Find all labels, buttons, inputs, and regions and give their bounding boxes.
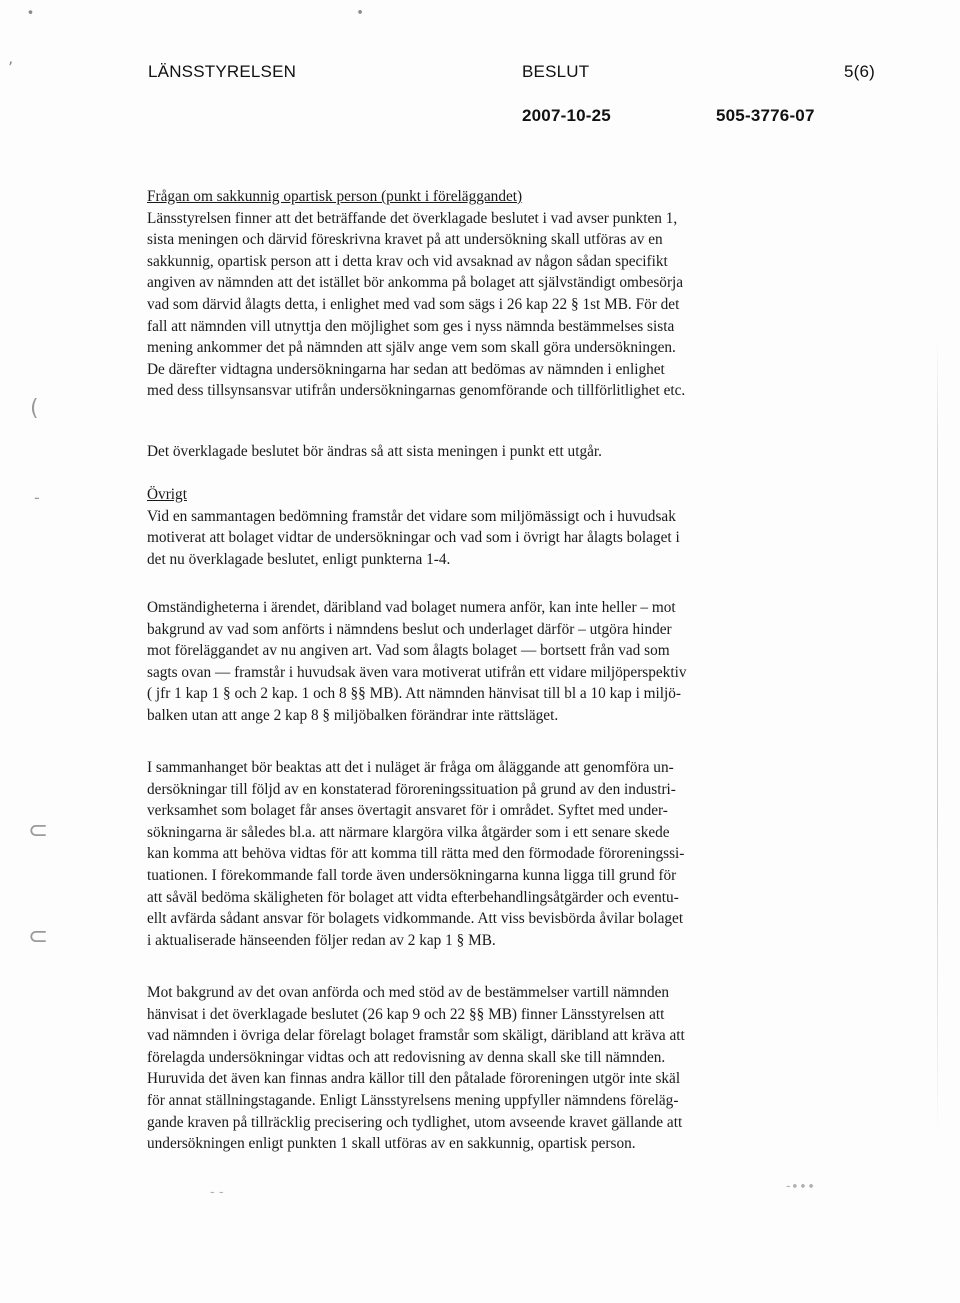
paragraph-line: gande kraven på tillräcklig precisering och tydlighet, utom avseende kravet gällande att xyxy=(147,1113,683,1131)
paragraph-line: sista meningen och därvid föreskrivna kravet på att undersökning skall utföras av en xyxy=(147,231,663,249)
section-other xyxy=(147,484,819,570)
punch-hole-mark: ⊂ xyxy=(28,922,49,950)
paragraph-line: i aktualiserade hänseenden följer redan av 2 kap 1 § MB. xyxy=(147,931,496,949)
paragraph-line: bakgrund av vad som anförts i nämndens beslut och underlaget därför – utgöra hinder xyxy=(147,620,672,638)
paragraph-line: mening ankommer det på nämnden att själv ange vem som skall göra undersökningen. xyxy=(147,339,676,357)
paragraph-line: Vid en sammantagen bedömning framstår det vidare som miljömässigt och i huvudsak xyxy=(147,507,676,525)
document-date: 2007-10-25 xyxy=(522,106,611,125)
section-heading: Frågan om sakkunnig opartisk person (punkt i föreläggandet) xyxy=(147,188,523,205)
paragraph-line: balken utan att ange 2 kap 8 § miljöbalken förändrar inte rättsläget. xyxy=(147,706,559,724)
reference-number: 505-3776-07 xyxy=(716,106,815,125)
paragraph-line: De därefter vidtagna undersökningarna har sedan att bedömas av nämnden i enlighet xyxy=(147,360,665,378)
section-heading: Övrigt xyxy=(147,486,187,503)
scan-speck: ∙ xyxy=(22,4,39,21)
paragraph-line: sagts ovan — framstår i huvudsak även vara motiverat utifrån ett vidare miljöperspektiv xyxy=(147,663,687,681)
paragraph-line: förelagda undersökningar vidtas och att redovisning av denna skall ske till nämnden. xyxy=(147,1048,666,1066)
scan-speck: ‐∙∙∙ xyxy=(786,1179,816,1194)
scan-speck: ∙ xyxy=(356,5,365,20)
section-context xyxy=(147,757,819,951)
paragraph-line: sökningarna är således bl.a. att närmare klargöra vilka åtgärder som i ett senare skede xyxy=(147,823,670,841)
section-circumstances xyxy=(147,597,819,727)
paragraph-line: vad nämnden i övriga delar förelagt bolaget framstår som skäligt, däribland att kräva att xyxy=(147,1027,685,1045)
paragraph-line: för annat ställningstagande. Enligt Länsstyrelsens mening uppfyller nämndens föreläg- xyxy=(147,1091,679,1109)
paragraph-line: sakkunnig, opartisk person att i detta krav och vid avsaknad av någon sådan specifikt xyxy=(147,252,668,270)
paragraph-line: vad som därvid ålagts detta, i enlighet med vad som sägs i 26 kap 22 § 1st MB. För det xyxy=(147,295,680,313)
paragraph-line: hänvisat i det överklagade beslutet (26 kap 9 och 22 §§ MB) finner Länsstyrelsen att xyxy=(147,1005,665,1023)
section-expert-person xyxy=(147,186,819,402)
paragraph-line: med dess tillsynsansvar utifrån undersökningarnas genomförande och tillförlitlighet etc. xyxy=(147,382,686,400)
punch-hole-mark: ‐ xyxy=(34,488,40,507)
organization-name: LÄNSSTYRELSEN xyxy=(148,62,297,81)
paragraph-line: verksamhet som bolaget får anses övertagit ansvaret för i området. Syftet med under- xyxy=(147,802,668,820)
scan-edge-line xyxy=(937,330,938,1150)
paragraph-line: undersökningen enligt punkten 1 skall utföras av en sakkunnig, opartisk person. xyxy=(147,1135,636,1153)
paragraph-line: fall att nämnden vill utnyttja den möjlighet som ges i nyss nämnda bestämmelses sista xyxy=(147,317,675,335)
paragraph-line: Mot bakgrund av det ovan anförda och med stöd av de bestämmelser vartill nämnden xyxy=(147,984,670,1001)
paragraph-line: Länsstyrelsen finner att det beträffande det överklagade beslutet i vad avser punkten 1, xyxy=(147,209,678,227)
paragraph-line: I sammanhanget bör beaktas att det i nuläget är fråga om åläggande att genomföra un- xyxy=(147,759,674,776)
paragraph-line: att såväl bedöma skäligheten för bolaget att vidta efterbehandlingsåtgärder och eventu- xyxy=(147,888,679,906)
paragraph-line: ellt avfärda sådant ansvar för bolagets vidkommande. Att viss bevisbörda åvilar bolaget xyxy=(147,910,684,928)
document-type: BESLUT xyxy=(522,62,590,81)
paragraph-line: Huruvida det även kan finnas andra källor till den påtalade föroreningen utgör inte skäl xyxy=(147,1070,681,1088)
punch-hole-mark: ⊂ xyxy=(28,816,49,844)
paragraph-line: Det överklagade beslutet bör ändras så att sista meningen i punkt ett utgår. xyxy=(147,443,602,460)
paragraph-line: motiverat att bolaget vidtar de undersökningar och vad som i övrigt har ålagts bolaget i xyxy=(147,529,680,547)
paragraph-line: Omständigheterna i ärendet, däribland vad bolaget numera anför, kan inte heller – mot xyxy=(147,599,676,616)
paragraph-line: kan komma att behöva vidtas för att komma till rätta med den förmodade föroreningssi- xyxy=(147,845,685,863)
section-change xyxy=(147,441,819,463)
paragraph-line: tuationen. I förekommande fall torde även undersökningarna kunna ligga till grund för xyxy=(147,866,677,884)
punch-hole-mark: ( xyxy=(30,396,39,421)
scan-speck: ’ xyxy=(8,58,14,77)
page-number: 5(6) xyxy=(844,62,876,81)
paragraph-line: mot föreläggandet av nu angiven art. Vad som ålagts bolaget — bortsett från vad som xyxy=(147,642,670,660)
paragraph-line: angiven av nämnden att det istället bör ankomma på bolaget att självständigt ombesörja xyxy=(147,274,684,292)
paragraph-line: dersökningar till följd av en konstaterad föroreningssituation på grund av den industri- xyxy=(147,780,676,798)
scan-speck: ‐ ‐ xyxy=(210,1185,224,1200)
section-conclusion xyxy=(147,982,819,1155)
paragraph-line: det nu överklagade beslutet, enligt punkterna 1-4. xyxy=(147,550,451,568)
paragraph-line: ( jfr 1 kap 1 § och 2 kap. 1 och 8 §§ MB). Att nämnden hänvisat till bl a 10 kap i miljö- xyxy=(147,685,682,703)
